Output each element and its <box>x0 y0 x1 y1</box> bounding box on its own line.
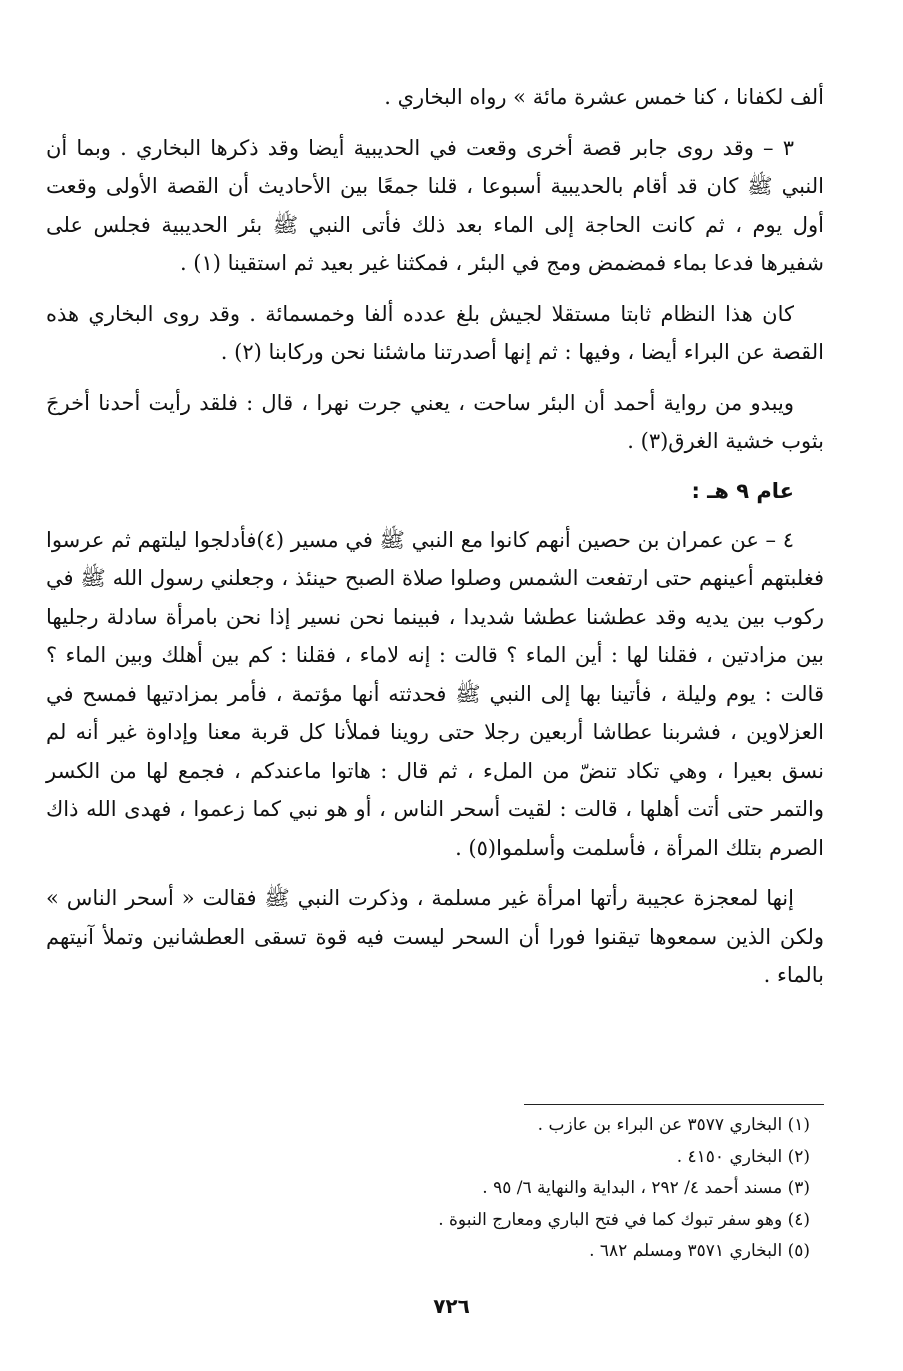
footnote-3: (٣) مسند أحمد ٤/ ٢٩٢ ، البداية والنهاية ٦/ ٩٥ . <box>482 1178 810 1198</box>
footnote-list <box>438 1110 810 1268</box>
paragraph-hadith-4: ٤ – عن عمران بن حصين أنهم كانوا مع النبي ﷺ في مسير (٤)فأدلجوا ليلتهم ثم عرسوا فغلبتهم أعينهم حتى ارتفعت الشمس وصلوا صلاة الصبح حينئذ ، وجعلني رسول الله ﷺ في ركوب بين يديه وقد عطشنا عطشا شديدا ، فبينما نحن نسير إذا نحن بامرأة سادلة رجليها بين مزادتين ، فقلنا لها : أين الماء ؟ قالت : إنه لاماء ، فقلنا : كم بين أهلك وبين الماء ؟ قالت : يوم وليلة ، فأتينا بها إلى النبي ﷺ فحدثته أنها مؤتمة ، فأمر بمزادتيها فمسح في العزلاوين ، فشربنا عطاشا أربعين رجلا حتى روينا فملأنا كل قربة معنا وإداوة غير أنه لم نسق بعيرا ، وهي تكاد تنضّ من الملء ، ثم قال : هاتوا ماعندكم ، فجمع لها من الكسر والتمر حتى أتت أهلها ، قالت : لقيت أسحر الناس ، أو هو نبي كما زعموا ، فهدى الله ذاك الصرم بتلك المرأة ، فأسلمت وأسلموا(٥) . <box>46 527 824 860</box>
footnote-1: (١) البخاري ٣٥٧٧ عن البراء بن عازب . <box>537 1115 810 1135</box>
main-text <box>46 78 824 995</box>
paragraph-ahmad-narration: ويبدو من رواية أحمد أن البئر ساحت ، يعني جرت نهرا ، قال : فلقد رأيت أحدنا أخرجَ بثوب خشية الغرق(٣) . <box>46 390 824 453</box>
paragraph-continuation: ألف لكفانا ، كنا خمس عشرة مائة » رواه البخاري . <box>384 85 824 109</box>
paragraph-hadith-3: ٣ – وقد روى جابر قصة أخرى وقعت في الحديبية أيضا وقد ذكرها البخاري . وبما أن النبي ﷺ كان قد أقام بالحديبية أسبوعا ، قلنا جمعًا بين الأحاديث أن القصة الأولى وقعت أول يوم ، ثم كانت الحاجة إلى الماء بعد ذلك فأتى النبي ﷺ بئر الحديبية فجلس على شفيرها فدعا بماء فمضمض ومج في البئر ، فمكثنا غير بعيد ثم استقينا (١) . <box>46 135 824 275</box>
footnote-2: (٢) البخاري ٤١٥٠ . <box>676 1146 810 1167</box>
page-number: ٧٢٦ <box>433 1294 470 1318</box>
footnote-divider <box>524 1104 824 1105</box>
section-heading-year-9: عام ٩ هـ : <box>691 478 794 503</box>
paragraph-miracle-commentary: إنها لمعجزة عجيبة رأتها امرأة غير مسلمة ، وذكرت النبي ﷺ فقالت « أسحر الناس » ولكن الذين سمعوها تيقنوا فورا أن السحر ليست فيه قوة تسقى العطشانين وتملأ آنيتهم بالماء . <box>46 886 824 987</box>
paragraph-army-system: كان هذا النظام ثابتا مستقلا لجيش بلغ عدده ألفا وخمسمائة . وقد روى البخاري هذه القصة عن البراء أيضا ، وفيها : ثم إنها أصدرتنا ماشئنا نحن وركابنا (٢) . <box>46 301 824 364</box>
footnote-4: (٤) وهو سفر تبوك كما في فتح الباري ومعارج النبوة . <box>438 1209 810 1230</box>
footnote-5: (٥) البخاري ٣٥٧١ ومسلم ٦٨٢ . <box>589 1241 810 1261</box>
